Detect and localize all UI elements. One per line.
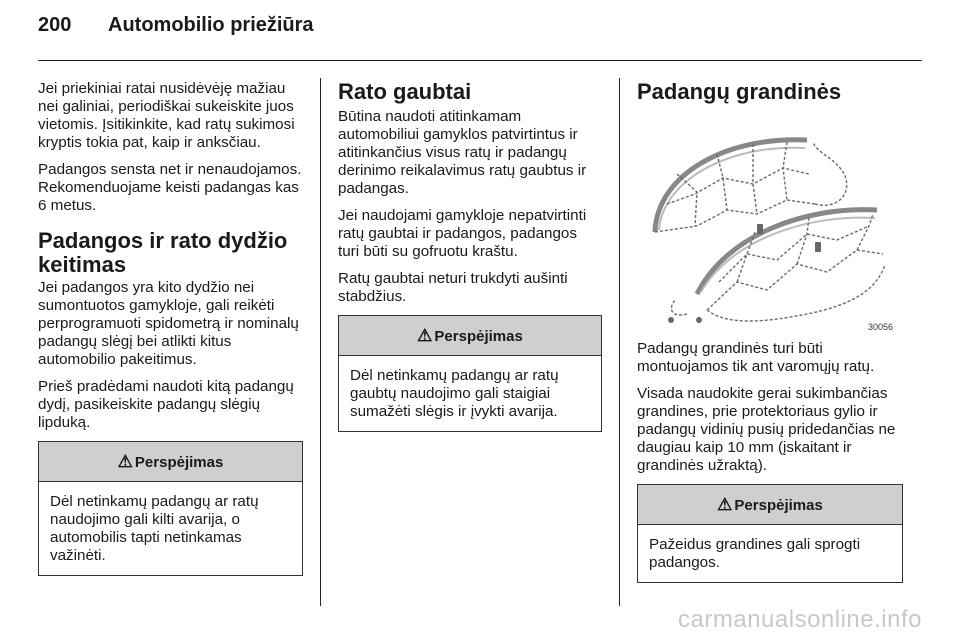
- section-heading: Padangos ir rato dydžio keitimas: [38, 228, 288, 277]
- header-rule: [38, 60, 922, 61]
- warning-text: Dėl netinkamų padangų ar ratų naudojimo gali kilti avarija, o automobilis tapti netinkamas važinėti.: [50, 493, 259, 564]
- column-3: [637, 80, 903, 583]
- paragraph: Prieš pradėdami naudoti kitą padangų dydį, pasikeiskite padangų slėgių lipduką.: [38, 378, 294, 431]
- warning-box: [338, 315, 602, 432]
- paragraph: Padangos sensta net ir nenaudojamos. Rekomenduojame keisti padangas kas 6 metus.: [38, 161, 302, 214]
- column-divider-1: [320, 78, 321, 606]
- figure-number: 30056: [867, 322, 893, 332]
- column-divider-2: [619, 78, 620, 606]
- paragraph: Jei padangos yra kito dydžio nei sumontuotos gamykloje, gali reikėti perprogramuoti spidometrą ir nominalų padangų slėgį bei atlikti kitus automobilio pakeitimus.: [38, 279, 299, 368]
- warning-text: Dėl netinkamų padangų ar ratų gaubtų naudojimo gali staigiai sumažėti slėgis ir įvykti avarija.: [350, 367, 559, 420]
- warning-triangle-icon: ⚠: [717, 495, 733, 514]
- paragraph: Būtina naudoti atitinkamam automobiliui gamyklos patvirtintus ir atitinkančius visus ratų ir padangų derinimo reikalavimus ratų gaubtus ir padangas.: [338, 108, 587, 197]
- warning-triangle-icon: ⚠: [417, 326, 433, 345]
- warning-box: [637, 484, 903, 583]
- warning-header: [638, 485, 902, 525]
- paragraph: Ratų gaubtai neturi trukdyti aušinti stabdžius.: [338, 270, 568, 305]
- warning-title: Perspėjimas: [134, 454, 224, 471]
- warning-header: [339, 316, 601, 356]
- warning-title: Perspėjimas: [434, 328, 523, 345]
- warning-text: Pažeidus grandines gali sprogti padangos.: [649, 536, 861, 571]
- warning-box: [38, 441, 303, 576]
- section-heading: Padangų grandinės: [637, 79, 842, 104]
- tire-chains-illustration: [637, 114, 899, 334]
- paragraph: Jei priekiniai ratai nusidėvėję mažiau nei galiniai, periodiškai sukeiskite juos vietomis. Įsitikinkite, kad ratų sukimosi kryptis tokia pat, kaip ir anksčiau.: [38, 80, 295, 151]
- watermark[interactable]: carmanualsonline.info: [678, 606, 922, 633]
- tire-chains-figure: [637, 114, 899, 334]
- warning-header: [39, 442, 302, 482]
- warning-title: Perspėjimas: [734, 497, 823, 514]
- column-2: [338, 80, 602, 432]
- paragraph: Jei naudojami gamykloje nepatvirtinti ratų gaubtai ir padangos, padangos turi būti su gofruotu kraštu.: [338, 207, 587, 260]
- page-title: Automobilio priežiūra: [108, 14, 314, 36]
- column-1: [38, 80, 303, 576]
- page-header: [38, 14, 314, 37]
- warning-triangle-icon: ⚠: [117, 452, 133, 471]
- paragraph: Visada naudokite gerai sukimbančias grandines, prie protektoriaus gylio ir padangų vidinių pusių pridedančias ne daugiau kaip 10 mm (įskaitant ir grandinės užraktą).: [637, 385, 896, 474]
- section-heading: Rato gaubtai: [338, 79, 472, 104]
- page-number: 200: [38, 14, 72, 36]
- paragraph: Padangų grandinės turi būti montuojamos tik ant varomųjų ratų.: [637, 340, 875, 375]
